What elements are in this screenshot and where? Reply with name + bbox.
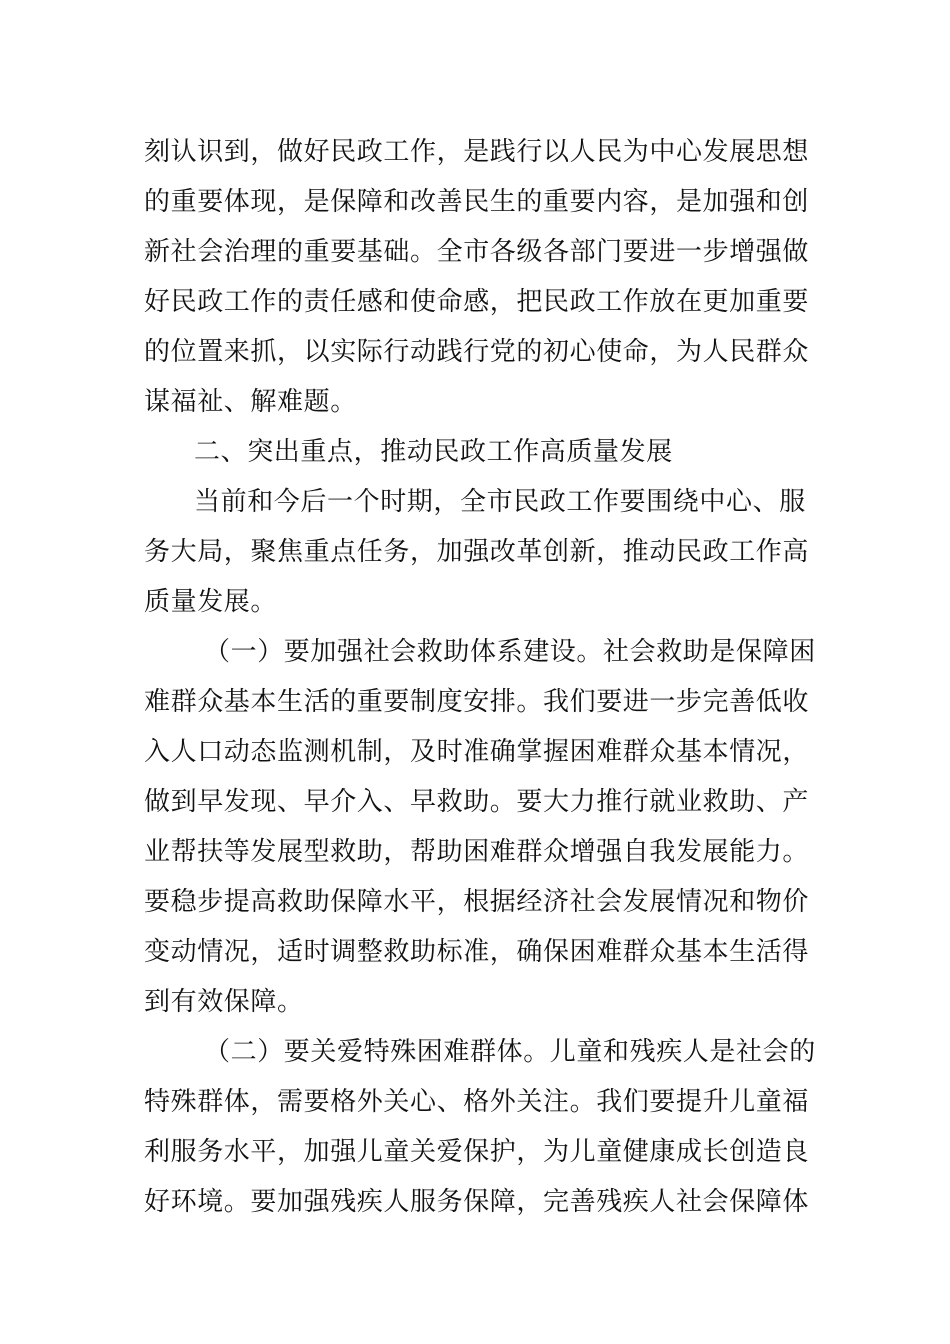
text-line: 的重要体现，是保障和改善民生的重要内容，是加强和创 xyxy=(144,187,810,217)
text-line: 刻认识到，做好民政工作，是践行以人民为中心发展思想 xyxy=(144,137,810,167)
text-line: 变动情况，适时调整救助标准，确保困难群众基本生活得 xyxy=(144,937,810,967)
text-line: 要稳步提高救助保障水平，根据经济社会发展情况和物价 xyxy=(144,887,810,917)
text-line: 谋福祉、解难题。 xyxy=(144,387,357,417)
text-line: 的位置来抓，以实际行动践行党的初心使命，为人民群众 xyxy=(144,337,810,367)
section-heading: 二、突出重点，推动民政工作高质量发展 xyxy=(194,437,673,467)
body-text xyxy=(144,127,816,1227)
text-line: 到有效保障。 xyxy=(144,987,304,1017)
text-line: 做到早发现、早介入、早救助。要大力推行就业救助、产 xyxy=(144,787,810,817)
text-line: 难群众基本生活的重要制度安排。我们要进一步完善低收 xyxy=(144,687,810,717)
text-line: 好环境。要加强残疾人服务保障，完善残疾人社会保障体 xyxy=(144,1187,810,1217)
text-line: 新社会治理的重要基础。全市各级各部门要进一步增强做 xyxy=(144,237,810,267)
text-line: 好民政工作的责任感和使命感，把民政工作放在更加重要 xyxy=(144,287,810,317)
text-line: 业帮扶等发展型救助，帮助困难群众增强自我发展能力。 xyxy=(144,837,810,867)
text-line: 利服务水平，加强儿童关爱保护，为儿童健康成长创造良 xyxy=(144,1137,810,1167)
subsection-heading: （二）要关爱特殊困难群体。儿童和残疾人是社会的 xyxy=(204,1037,816,1067)
text-line: 入人口动态监测机制，及时准确掌握困难群众基本情况， xyxy=(144,737,810,767)
text-line: 务大局，聚焦重点任务，加强改革创新，推动民政工作高 xyxy=(144,537,810,567)
subsection-heading: （一）要加强社会救助体系建设。社会救助是保障困 xyxy=(204,637,816,667)
text-line: 当前和今后一个时期，全市民政工作要围绕中心、服 xyxy=(194,487,806,517)
text-line: 质量发展。 xyxy=(144,587,278,617)
text-line: 特殊群体，需要格外关心、格外关注。我们要提升儿童福 xyxy=(144,1087,810,1117)
